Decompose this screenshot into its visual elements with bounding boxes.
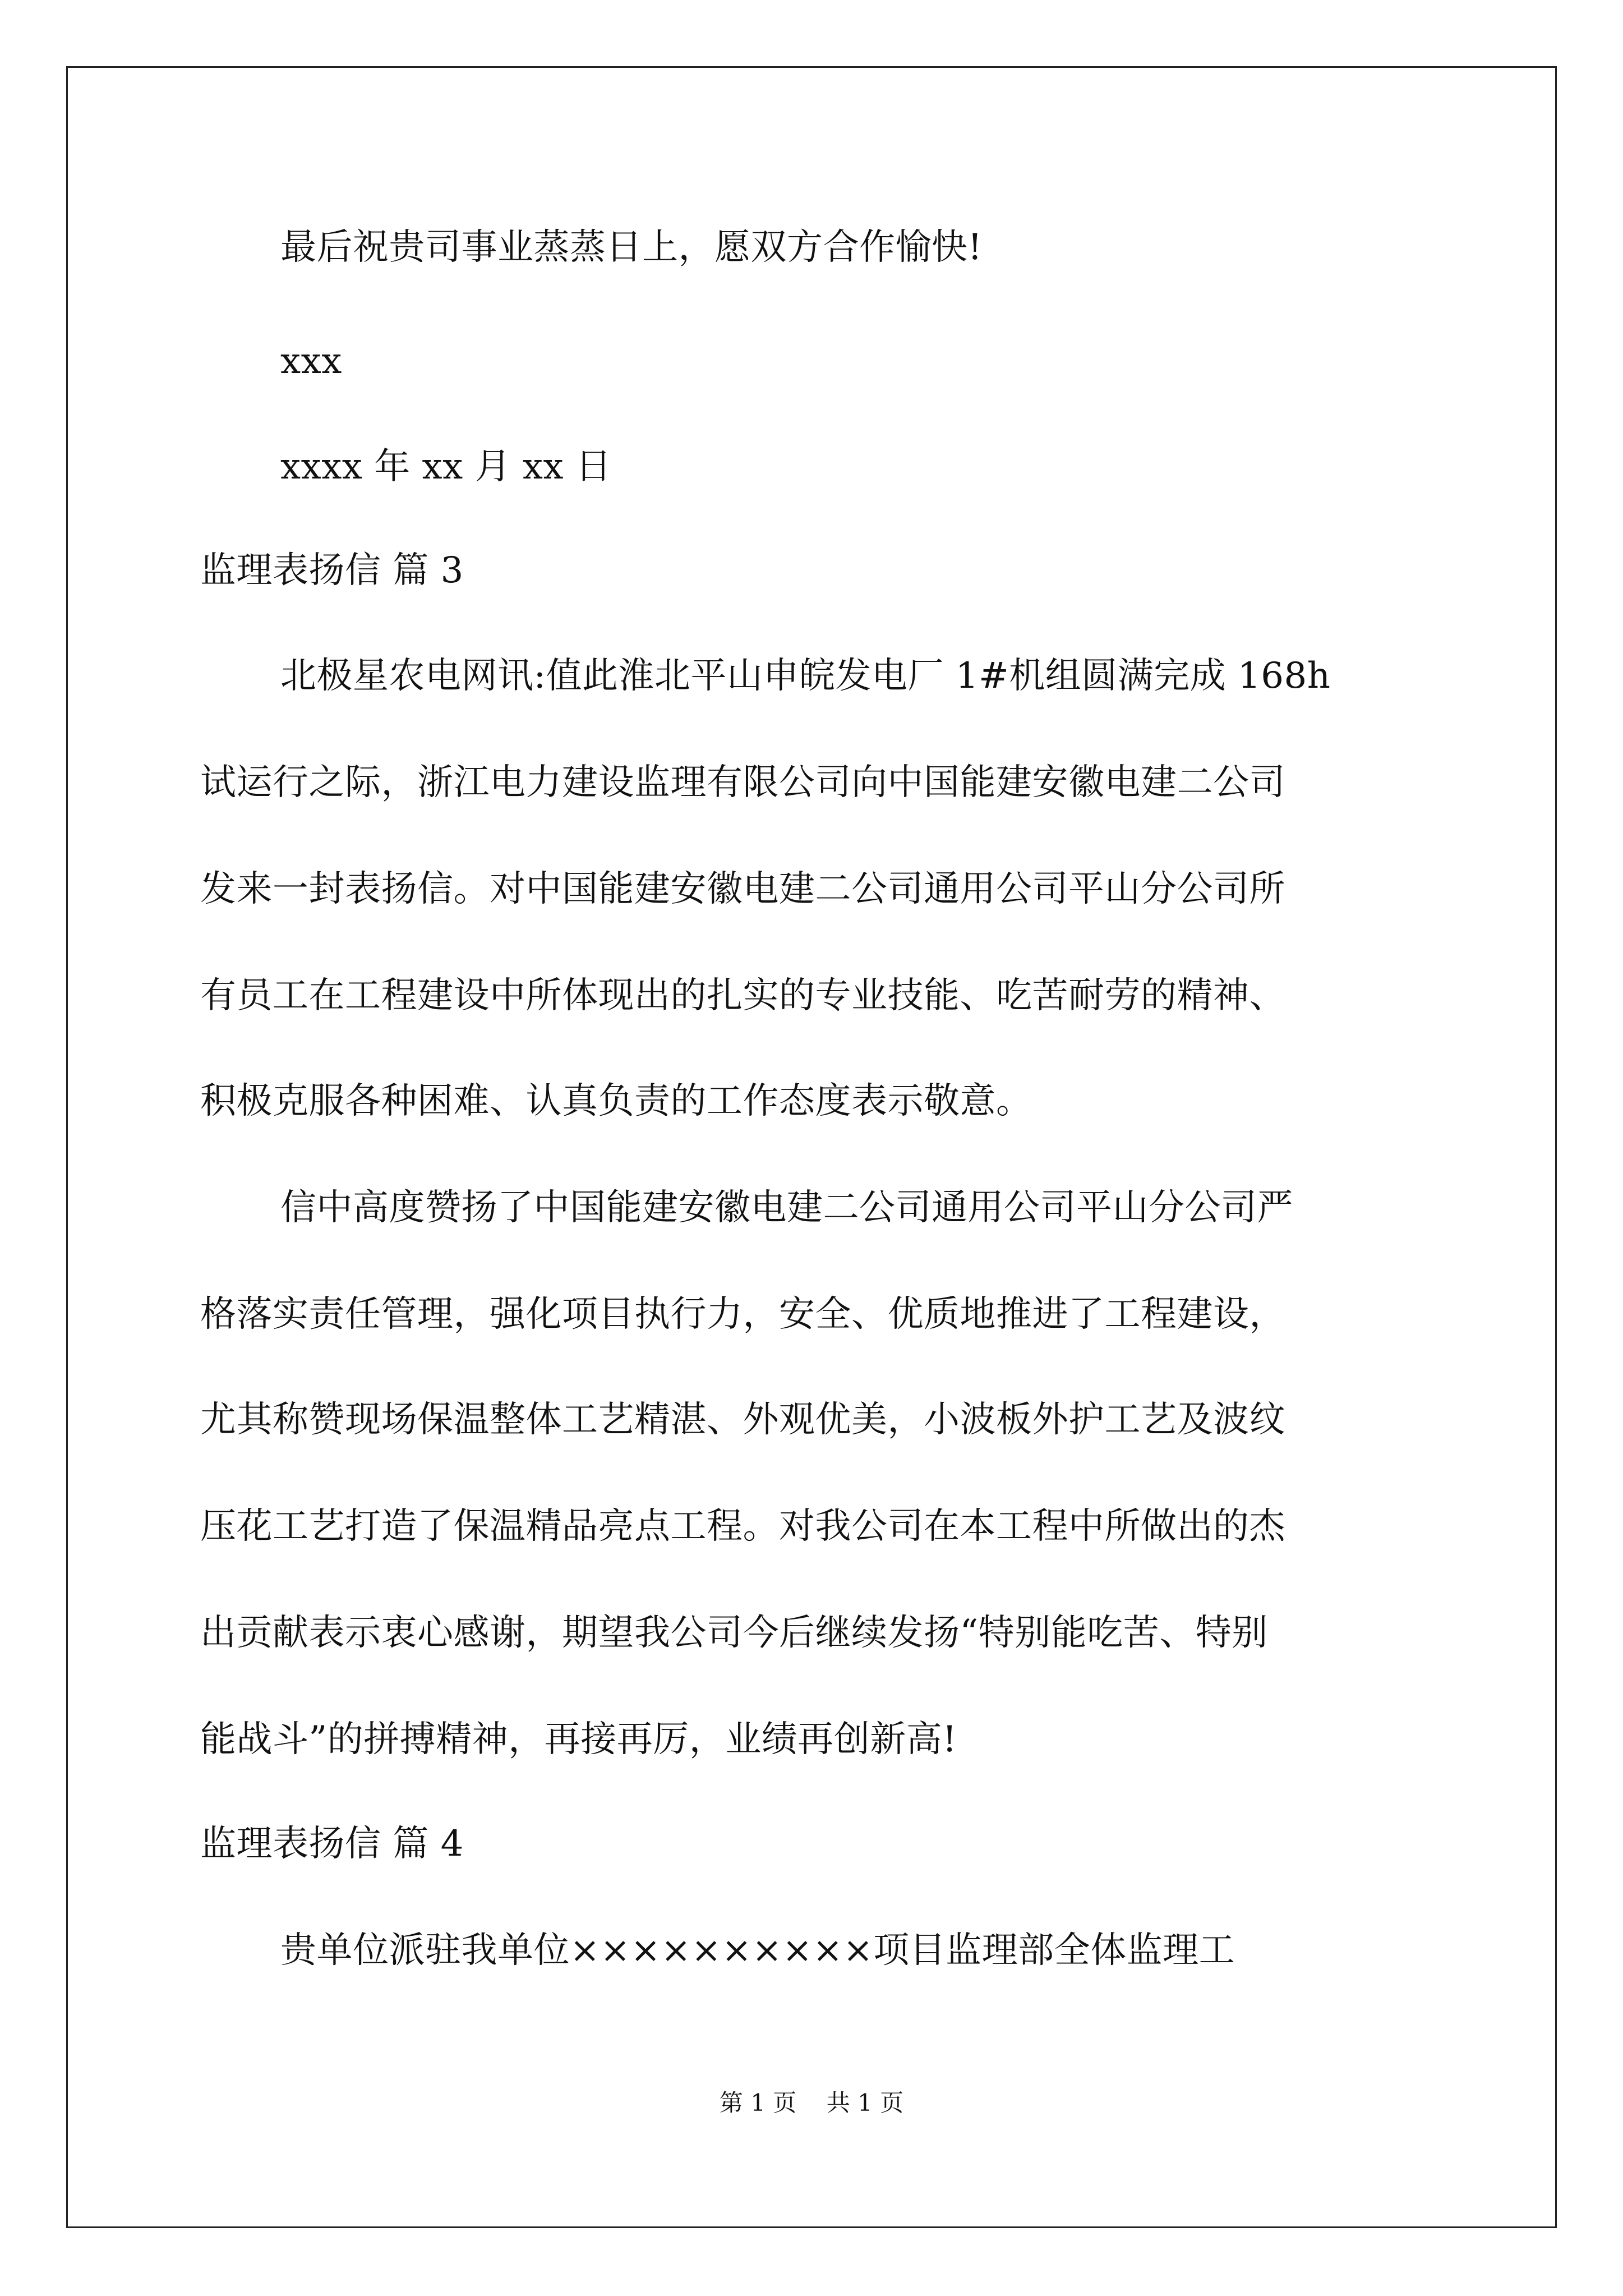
page-frame (66, 66, 1557, 2228)
paragraph-line: 有员工在工程建设中所体现出的扎实的专业技能、吃苦耐劳的精神、 (200, 975, 1285, 1016)
paragraph-line: 压花工艺打造了保温精品亮点工程。对我公司在本工程中所做出的杰 (200, 1506, 1285, 1547)
letter-date: xxxx 年 xx 月 xx 日 (280, 446, 612, 487)
paragraph-line: 格落实责任管理，强化项目执行力，安全、优质地推进了工程建设， (200, 1294, 1285, 1335)
paragraph-line: 贵单位派驻我单位××××××××××项目监理部全体监理工 (280, 1930, 1235, 1971)
paragraph-line: 发来一封表扬信。对中国能建安徽电建二公司通用公司平山分公司所 (200, 868, 1285, 910)
closing-wish: 最后祝贵司事业蒸蒸日上，愿双方合作愉快! (280, 227, 983, 268)
paragraph-line: 能战斗”的拼搏精神，再接再厉，业绩再创新高! (200, 1719, 957, 1760)
paragraph-line: 积极克服各种困难、认真负责的工作态度表示敬意。 (200, 1080, 1032, 1122)
paragraph-line: 信中高度赞扬了中国能建安徽电建二公司通用公司平山分公司严 (280, 1187, 1293, 1228)
paragraph-line: 试运行之际，浙江电力建设监理有限公司向中国能建安徽电建二公司 (200, 762, 1285, 803)
paragraph-line: 北极星农电网讯:值此淮北平山申皖发电厂 1#机组圆满完成 168h (280, 655, 1331, 697)
section-heading-4: 监理表扬信 篇 4 (200, 1823, 464, 1865)
paragraph-line: 尤其称赞现场保温整体工艺精湛、外观优美，小波板外护工艺及波纹 (200, 1399, 1285, 1441)
paragraph-line: 出贡献表示衷心感谢，期望我公司今后继续发扬“特别能吃苦、特别 (200, 1612, 1268, 1654)
page-footer: 第 1 页 共 1 页 (719, 2089, 904, 2116)
section-heading-3: 监理表扬信 篇 3 (200, 550, 464, 591)
signature: xxx (280, 341, 342, 382)
